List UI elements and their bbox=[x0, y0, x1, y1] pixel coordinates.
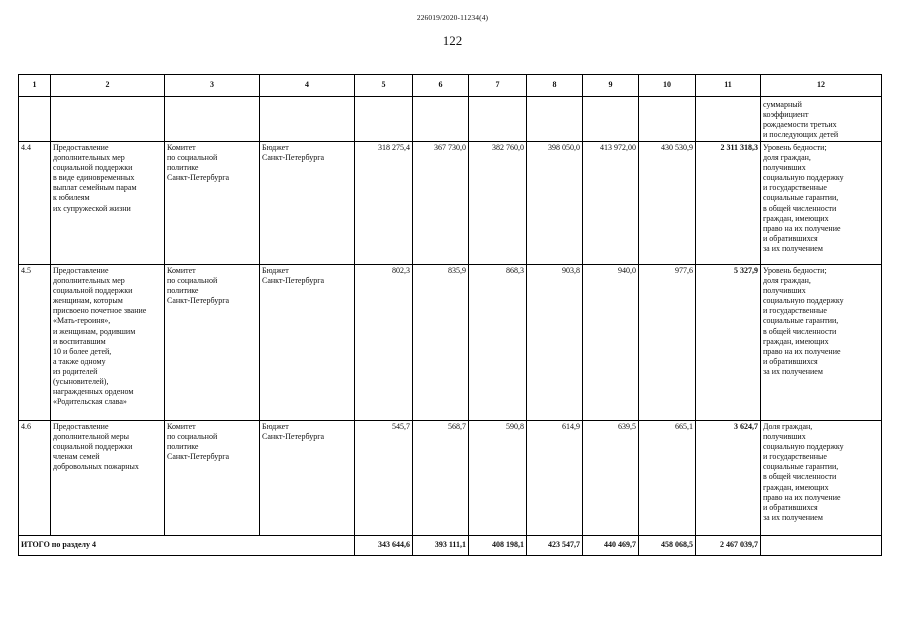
value-cell: 545,7 bbox=[355, 421, 413, 536]
executor-cell: Комитет по социальной политике Санкт-Петербурга bbox=[167, 143, 230, 183]
source-cell: Бюджет Санкт-Петербурга bbox=[262, 266, 325, 286]
indicator-cell: Доля граждан, получивших социальную поддержку и государственные социальные гарантии, в общей численности граждан, имеющих право на их получение и обратившихся за их получением bbox=[763, 422, 844, 522]
total-label: ИТОГО по разделу 4 bbox=[19, 536, 355, 556]
executor-cell: Комитет по социальной политике Санкт-Петербурга bbox=[167, 266, 230, 306]
total-cell: 5 327,9 bbox=[696, 265, 761, 421]
column-number: 7 bbox=[469, 75, 527, 97]
value-cell: 318 275,4 bbox=[355, 142, 413, 265]
value-cell: 568,7 bbox=[413, 421, 469, 536]
column-number: 10 bbox=[639, 75, 696, 97]
executor-cell: Комитет по социальной политике Санкт-Петербурга bbox=[167, 422, 230, 462]
measure-cell: Предоставление дополнительных мер социальной поддержки женщинам, которым присвоено почетное звание «Мать-героиня», и женщинам, родившим и воспитавшим 10 и более детей, а также одному из родителей (усыновителей), награжденных орденом «Родительская слава» bbox=[53, 266, 147, 407]
column-number: 3 bbox=[165, 75, 260, 97]
column-number: 9 bbox=[583, 75, 639, 97]
grand-total-cell: 2 467 039,7 bbox=[696, 536, 761, 556]
total-value-cell: 440 469,7 bbox=[583, 536, 639, 556]
column-number: 6 bbox=[413, 75, 469, 97]
column-number: 11 bbox=[696, 75, 761, 97]
measure-cell: Предоставление дополнительных мер социальной поддержки в виде единовременных выплат семейным парам к юбилеям их супружеской жизни bbox=[53, 143, 137, 213]
column-number: 12 bbox=[761, 75, 882, 97]
table-row bbox=[19, 265, 882, 421]
column-number: 2 bbox=[51, 75, 165, 97]
total-cell: 2 311 318,3 bbox=[696, 142, 761, 265]
column-number: 8 bbox=[527, 75, 583, 97]
page-number: 122 bbox=[442, 33, 463, 48]
indicator-cell: Уровень бедности; доля граждан, получивших социальную поддержку и государственные социальные гарантии, в общей численности граждан, имеющих право на их получение и обратившихся за их получением bbox=[763, 266, 844, 376]
column-number-row bbox=[19, 75, 882, 97]
column-number: 1 bbox=[19, 75, 51, 97]
column-number: 5 bbox=[355, 75, 413, 97]
total-value-cell: 393 111,1 bbox=[413, 536, 469, 556]
value-cell: 868,3 bbox=[469, 265, 527, 421]
value-cell: 639,5 bbox=[583, 421, 639, 536]
table-row bbox=[19, 421, 882, 536]
total-value-cell: 458 068,5 bbox=[639, 536, 696, 556]
document-code: 226019/2020-11234(4) bbox=[416, 13, 489, 22]
measure-cell: Предоставление дополнительной меры социальной поддержки членам семей добровольных пожарных bbox=[53, 422, 139, 472]
value-cell: 413 972,00 bbox=[583, 142, 639, 265]
value-cell: 430 530,9 bbox=[639, 142, 696, 265]
total-cell: 3 624,7 bbox=[696, 421, 761, 536]
value-cell: 835,9 bbox=[413, 265, 469, 421]
row-number: 4.4 bbox=[19, 142, 51, 265]
value-cell: 614,9 bbox=[527, 421, 583, 536]
value-cell: 940,0 bbox=[583, 265, 639, 421]
source-cell: Бюджет Санкт-Петербурга bbox=[262, 422, 325, 442]
row-number: 4.5 bbox=[19, 265, 51, 421]
value-cell: 590,8 bbox=[469, 421, 527, 536]
total-value-cell: 408 198,1 bbox=[469, 536, 527, 556]
total-value-cell: 343 644,6 bbox=[355, 536, 413, 556]
value-cell: 903,8 bbox=[527, 265, 583, 421]
table-row bbox=[19, 142, 882, 265]
row-number: 4.6 bbox=[19, 421, 51, 536]
value-cell: 802,3 bbox=[355, 265, 413, 421]
source-cell: Бюджет Санкт-Петербурга bbox=[262, 143, 325, 163]
total-row bbox=[19, 536, 882, 556]
value-cell: 398 050,0 bbox=[527, 142, 583, 265]
value-cell: 977,6 bbox=[639, 265, 696, 421]
budget-table bbox=[18, 74, 882, 556]
indicator-cell: суммарный коэффициент рождаемости третьих и последующих детей bbox=[763, 99, 839, 139]
value-cell: 665,1 bbox=[639, 421, 696, 536]
column-number: 4 bbox=[260, 75, 355, 97]
value-cell: 367 730,0 bbox=[413, 142, 469, 265]
total-value-cell: 423 547,7 bbox=[527, 536, 583, 556]
continuation-row bbox=[19, 97, 882, 142]
indicator-cell: Уровень бедности; доля граждан, получивших социальную поддержку и государственные социальные гарантии, в общей численности граждан, имеющих право на их получение и обратившихся за их получением bbox=[763, 143, 844, 253]
value-cell: 382 760,0 bbox=[469, 142, 527, 265]
